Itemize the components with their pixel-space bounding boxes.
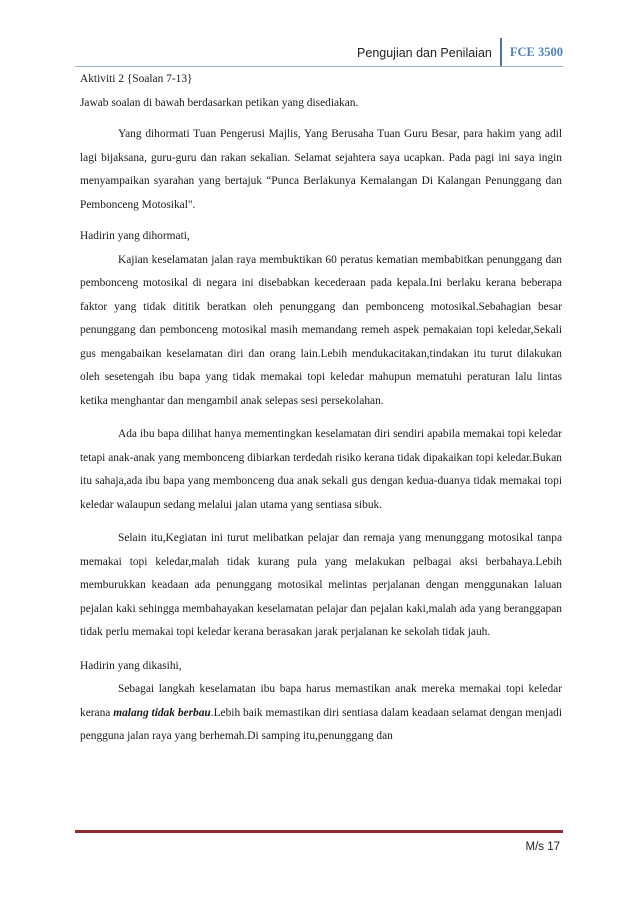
paragraph-2: Kajian keselamatan jalan raya membuktikan 60 peratus kematian membabitkan penunggang dan pembonceng motosikal di negara ini disebabkan kecederaan pada kepala.Ini berlaku kerana beberapa faktor yang tidak dititik beratkan oleh penunggang dan pembonceng motosikal.Sebahagian besar penunggang dan pembonceng motosikal masih memandang remeh aspek pemakaian topi keledar,Sekali gus mengabaikan keselamatan diri dan orang lain.Lebih mendukacitakan,tindakan itu turut dilakukan oleh sesetengah ibu bapa yang tidak memakai topi keledar mahupun mematuhi peraturan lalu lintas ketika menghantar dan mengambil anak selepas sesi persekolahan. (80, 253, 562, 407)
activity-title: Aktiviti 2 {Soalan 7-13} (80, 73, 193, 85)
footer-rule (75, 830, 563, 833)
paragraph-5-end: .Lebih baik memastikan diri sentiasa dalam keadaan selamat dengan menjadi pengguna jalan raya yang berhemah.Di samping itu,penunggang dan (80, 706, 562, 742)
header-subject: Pengujian dan Penilaian (357, 46, 492, 60)
greeting-1: Hadirin yang dihormati, (80, 230, 190, 242)
instruction-text: Jawab soalan di bawah berdasarkan petikan yang disediakan. (80, 96, 359, 109)
page-header (357, 38, 563, 66)
paragraph-5 (80, 678, 562, 749)
greeting-2: Hadirin yang dikasihi, (80, 659, 182, 672)
paragraph-4: Selain itu,Kegiatan ini turut melibatkan pelajar dan remaja yang menunggang motosikal tanpa memakai topi keledar,malah tidak kurang pula yang melakukan pelbagai aksi berbahaya.Lebih memburukkan keadaan ada penunggang motosikal melintas perjalanan dengan menggunakan laluan pejalan kaki sehingga membahayakan keselamatan pelajar dan pejalan kaki,malah ada yang beranggapan tidak perlu memakai topi keledar kerana berasakan jarak perjalanan ke sekolah tidak jauh. (80, 532, 562, 638)
header-course-code: FCE 3500 (509, 45, 563, 59)
paragraph-1: Yang dihormati Tuan Pengerusi Majlis, Yang Berusaha Tuan Guru Besar, para hakim yang adil lagi bijaksana, guru-guru dan rakan sekalian. Selamat sejahtera saya ucapkan. Pada pagi ini saya ingin menyampaikan syarahan yang bertajuk “Punca Berlakunya Kemalangan Di Kalangan Penunggang dan Pembonceng Motosikal". (80, 128, 562, 211)
page-number: M/s 17 (525, 841, 560, 853)
document-body (80, 68, 562, 749)
emphasis-phrase: malang tidak berbau (113, 706, 211, 719)
paragraph-5-start: Sebagai langkah keselamatan ibu bapa harus memastikan anak mereka memakai topi keledar kerana (80, 683, 562, 719)
header-rule (75, 66, 563, 67)
paragraph-3: Ada ibu bapa dilihat hanya mementingkan keselamatan diri sendiri apabila memakai topi keledar tetapi anak-anak yang membonceng dibiarkan terdedah risiko kerana tidak dipakaikan topi keledar.Bukan itu sahaja,ada ibu bapa yang membonceng dua anak sekali gus dengan kedua-duanya tidak memakai topi keledar walaupun sedang melalui jalan utama yang sentiasa sibuk. (80, 428, 562, 511)
